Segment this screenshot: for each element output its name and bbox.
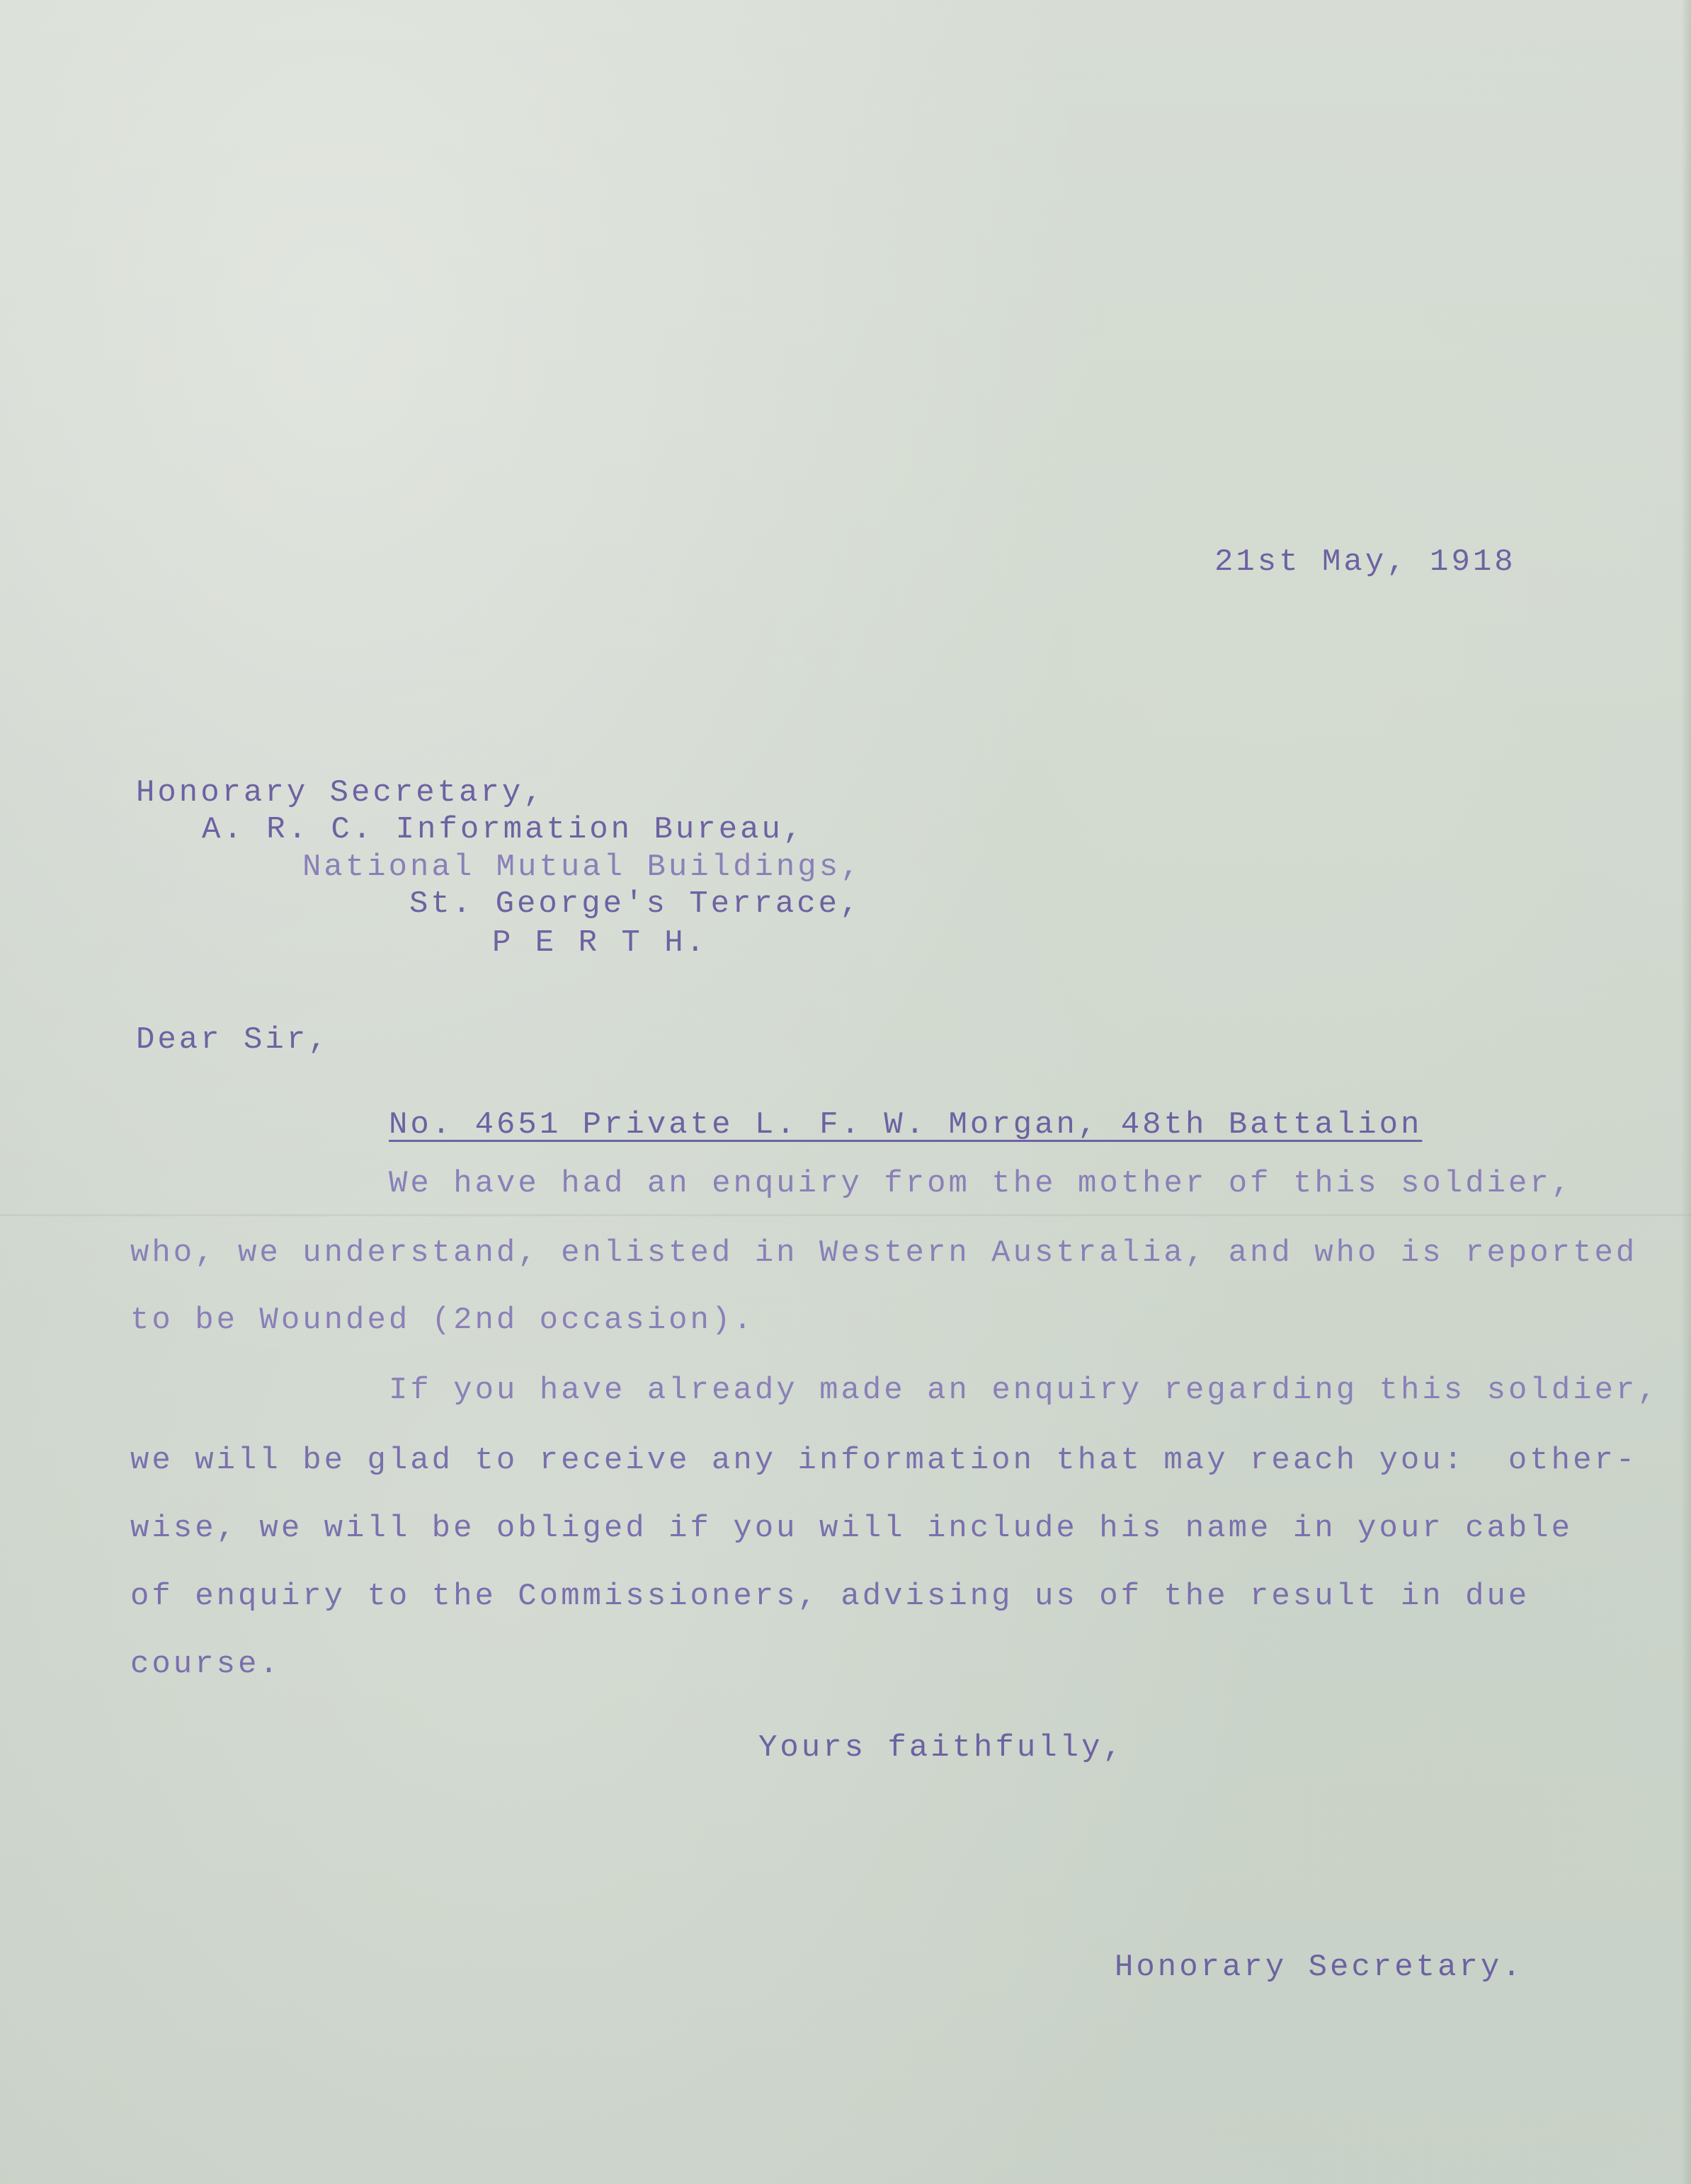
closing: Yours faithfully,	[758, 1730, 1125, 1766]
signature-title: Honorary Secretary.	[1115, 1950, 1524, 1985]
paper-fold	[0, 1214, 1691, 1216]
recipient-line-4: St. George's Terrace,	[409, 886, 862, 922]
recipient-line-2: A. R. C. Information Bureau,	[202, 812, 805, 847]
paragraph-2-line-5: course.	[130, 1647, 281, 1682]
paragraph-1-line-3: to be Wounded (2nd occasion).	[130, 1303, 755, 1338]
paragraph-2-line-1: If you have already made an enquiry regarding this soldier,	[389, 1373, 1659, 1408]
paper-edge	[1681, 0, 1691, 2184]
recipient-line-3: National Mutual Buildings,	[302, 850, 862, 885]
salutation: Dear Sir,	[136, 1022, 330, 1058]
letter-date: 21st May, 1918	[1214, 544, 1516, 580]
paragraph-2-line-2: we will be glad to receive any information that may reach you: other-	[130, 1443, 1638, 1478]
paragraph-1-line-2: who, we understand, enlisted in Western Australia, and who is reported	[130, 1235, 1638, 1271]
paragraph-2-line-3: wise, we will be obliged if you will include his name in your cable	[130, 1511, 1573, 1546]
recipient-line-5: P E R T H.	[492, 925, 708, 961]
subject-line: No. 4651 Private L. F. W. Morgan, 48th Battalion	[389, 1107, 1423, 1143]
paragraph-1-line-1: We have had an enquiry from the mother of this soldier,	[389, 1166, 1573, 1201]
recipient-line-1: Honorary Secretary,	[136, 775, 545, 811]
paragraph-2-line-4: of enquiry to the Commissioners, advising us of the result in due	[130, 1579, 1530, 1614]
